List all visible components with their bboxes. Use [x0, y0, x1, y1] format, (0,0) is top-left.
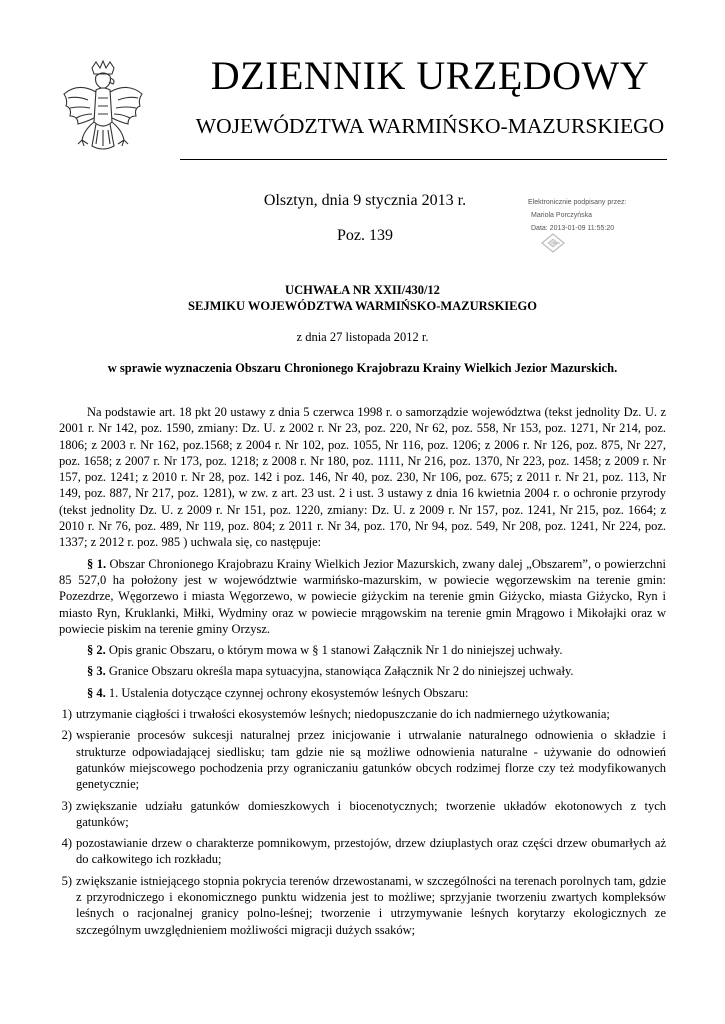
act-title [40, 282, 685, 314]
section-label: § 3. [87, 664, 106, 679]
masthead-subtitle: WOJEWÓDZTWA WARMIŃSKO-MAZURSKIEGO [195, 114, 665, 138]
list-item-number: 3) [61, 798, 72, 813]
list-item-text: zwiększanie istniejącego stopnia pokrycia terenów drzewostanami, w szczególności na terenach porolnych tam, gdzie z przyrodniczego i ekonomicznego punktu widzenia jest to możliwe; sprzyjanie tworzeniu zwartych kompleksów leśnych o racjonalnej granicy polno-leśnej; tworzenie i utrzymywanie leśnych korytarzy ekologicznych ze szczególnym uwzględnieniem możliwości migracji dużych ssaków; [76, 873, 666, 937]
act-issuer: SEJMIKU WOJEWÓDZTWA WARMIŃSKO-MAZURSKIEGO [188, 299, 537, 313]
section-1 [59, 556, 666, 637]
section-3 [59, 663, 666, 679]
act-number: UCHWAŁA NR XXII/430/12 [285, 283, 440, 297]
eagle-emblem-icon [58, 60, 148, 172]
signature-label: Elektronicznie podpisany przez: [528, 199, 627, 206]
masthead-divider [180, 159, 667, 160]
section-text: Obszar Chronionego Krajobrazu Krainy Wielkich Jezior Mazurskich, zwany dalej „Obszarem”, o powierzchni 85 527,0 ha położony jest w województwie warmińsko-mazurskim, w powiecie węgorzewskim na terenie gmin: Pozezdrze, Węgorzewo i miasta Węgorzewo, w powiecie giżyckim na terenie gmin Giżycko, miasta Giżycko, Ryn i miasto Ryn, Kruklanki, Miłki, Wydminy oraz w powiecie mrągowskim na terenie gmin Mrągowo i Mikołajki oraz w powiecie piskim na terenie gminy Orzysz. [59, 556, 666, 636]
list-item [59, 835, 666, 868]
signature-seal-icon [540, 232, 566, 254]
list-item-number: 4) [61, 836, 72, 851]
document-body [59, 404, 666, 943]
act-subject: w sprawie wyznaczenia Obszaru Chronionego Krajobrazu Krainy Wielkich Jezior Mazurskich. [107, 361, 618, 375]
section-label: § 2. [87, 643, 106, 658]
list-item-number: 2) [61, 728, 72, 743]
section-4 [59, 685, 666, 701]
list-item [59, 798, 666, 831]
list-item-text: zwiększanie udziału gatunków domieszkowych i biocenotycznych; tworzenie układów ekotonowych z tych gatunków; [76, 798, 666, 829]
signature-date: Data: 2013-01-09 11:55:20 [531, 225, 615, 232]
section-text: 1. Ustalenia dotyczące czynnej ochrony ekosystemów leśnych Obszaru: [108, 685, 469, 700]
section-text: Opis granic Obszaru, o którym mowa w § 1 stanowi Załącznik Nr 1 do niniejszej uchwały. [108, 643, 563, 658]
signature-signer: Mariola Porczyńska [531, 212, 593, 219]
list-item-number: 5) [61, 873, 72, 888]
list-item-text: pozostawianie drzew o charakterze pomnikowym, przestojów, drzew dziuplastych oraz części drzew obumarłych aż do całkowitego ich rozkładu; [76, 836, 666, 867]
section-2 [59, 642, 666, 658]
section-text: Granice Obszaru określa mapa sytuacyjna, stanowiąca Załącznik Nr 2 do niniejszej uchwały. [108, 664, 574, 679]
act-date: z dnia 27 listopada 2012 r. [296, 330, 429, 344]
preamble: Na podstawie art. 18 pkt 20 ustawy z dnia 5 czerwca 1998 r. o samorządzie województwa (tekst jednolity Dz. U. z 2001 r. Nr 142, poz. 1590, zmiany: Dz. U. z 2002 r. Nr 23, poz. 220, Nr 62, poz. 558, Nr 153, poz. 1271, Nr 214, poz. 1806; z 2003 r. Nr 162, poz.1568; z 2004 r. Nr 102, poz. 1055, Nr 116, poz. 1206; z 2006 r. Nr 126, poz. 875, Nr 227, poz. 1658; z 2007 r. Nr 173, poz. 1218; z 2008 r. Nr 180, poz. 1111, Nr 216, poz. 1370, Nr 223, poz. 1458; z 2009 r. Nr 157, poz. 1241; z 2010 r. Nr 28, poz. 142 i poz. 146, Nr 40, poz. 230, Nr 106, poz. 675; z 2011 r. Nr 21, poz. 113, Nr 149, poz. 887, Nr 217, poz. 1281), w zw. z art. 23 ust. 2 i ust. 3 ustawy z dnia 16 kwietnia 2004 r. o ochronie przyrody (tekst jednolity Dz. U. z 2009 r. Nr 151, poz. 1220, zmiany: Dz. U. z 2009 r. Nr 157, poz. 1241, Nr 215, poz. 1664; z 2010 r. Nr 76, poz. 489, Nr 119, poz. 804; z 2011 r. Nr 34, poz. 170, Nr 94, poz. 549, Nr 208, poz. 1241, Nr 224, poz. 1337; z 2012 r. poz. 985 ) uchwala się, co następuje: [59, 405, 666, 550]
list-item-text: wspieranie procesów sukcesji naturalnej przez inicjowanie i utrwalanie naturalnego odnowienia o składzie i strukturze odpowiadającej siedlisku; tam gdzie nie są możliwe odnowienia naturalne - używanie do odnowień gatunków miejscowego pochodzenia przy ograniczaniu gatunków obcych rodzimej florze czy też modyfikowanych genetycznie; [76, 728, 666, 792]
position-number: Poz. 139 [337, 227, 393, 244]
section-label: § 1. [87, 556, 107, 571]
list-item-number: 1) [61, 707, 72, 722]
section-label: § 4. [87, 685, 106, 700]
electronic-signature [528, 196, 678, 235]
list-item-text: utrzymanie ciągłości i trwałości ekosystemów leśnych; niedopuszczanie do ich nadmiernego użytkowania; [76, 707, 610, 722]
list-item [59, 873, 666, 938]
list-item [59, 706, 666, 722]
dateline: Olsztyn, dnia 9 stycznia 2013 r. [263, 192, 467, 209]
masthead-title: DZIENNIK URZĘDOWY [210, 53, 650, 98]
list-item [59, 727, 666, 792]
